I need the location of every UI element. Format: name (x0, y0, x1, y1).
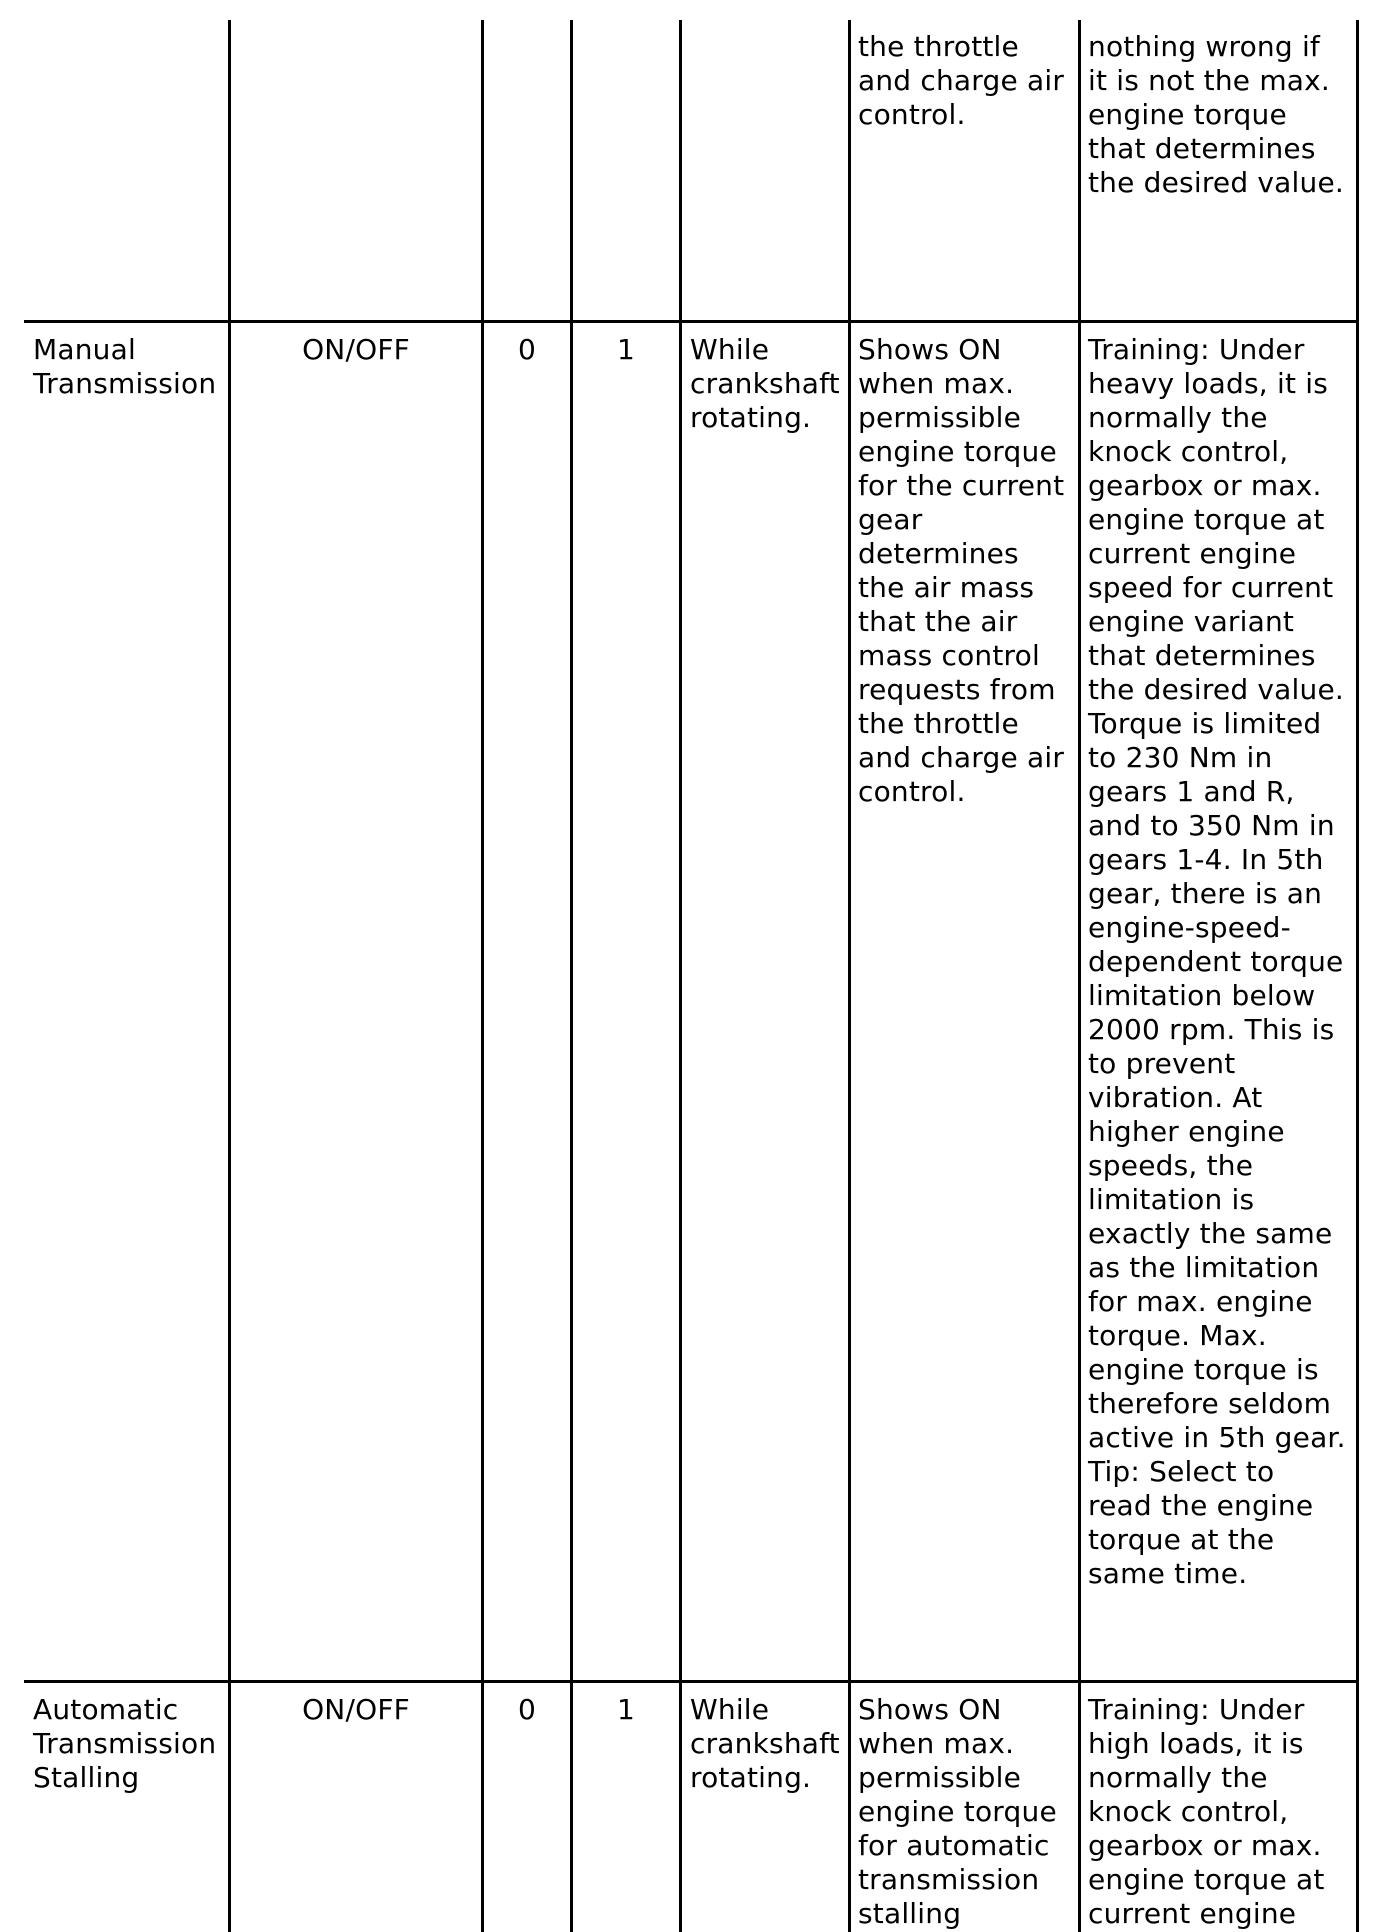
row-note: Training: Under high loads, it is normally the knock control, gearbox or max. engine torque at current engine (1088, 1693, 1325, 1930)
top-row-description: the throttle and charge air control. (858, 30, 1065, 131)
row-max: 1 (616, 333, 635, 366)
top-row-note: nothing wrong if it is not the max. engine torque that determines the desired value. (1088, 30, 1344, 199)
column-divider (1356, 20, 1359, 1932)
row-description: Shows ON when max. permissible engine torque for automatic transmission stalling (858, 1693, 1057, 1930)
row-description: Shows ON when max. permissible engine torque for the current gear determines the air mass that the air mass control requests from the throttle and charge air control. (858, 333, 1065, 808)
row-condition: While crankshaft rotating. (690, 1693, 840, 1794)
column-divider (570, 20, 573, 1932)
row-condition: While crankshaft rotating. (690, 333, 840, 434)
row-divider (24, 1680, 1359, 1683)
row-min: 0 (517, 333, 536, 366)
row-divider (24, 320, 1359, 323)
column-divider (481, 20, 484, 1932)
column-divider (1078, 20, 1081, 1932)
column-divider (848, 20, 851, 1932)
row-unit: ON/OFF (302, 333, 410, 366)
column-divider (228, 20, 231, 1932)
row-max: 1 (616, 1693, 635, 1726)
column-divider (679, 20, 682, 1932)
row-min: 0 (517, 1693, 536, 1726)
row-unit: ON/OFF (302, 1693, 410, 1726)
row-name: Automatic Transmission Stalling (33, 1693, 217, 1794)
row-name: Manual Transmission (33, 333, 217, 400)
row-note: Training: Under heavy loads, it is normally the knock control, gearbox or max. engine torque at current engine speed for current engine variant that determines the desired value. Torque is limited to 230 Nm in gears 1 and R, and to 350 Nm in gears 1-4. In 5th gear, there is an engine-speed- dependent torque limitation below 2000 rpm. This is to prevent vibration. At higher engine speeds, the limitation is exactly the same as the limitation for max. engine torque. Max. engine torque is therefore seldom active in 5th gear. Tip: Select to read the engine torque at the same time. (1088, 333, 1346, 1590)
